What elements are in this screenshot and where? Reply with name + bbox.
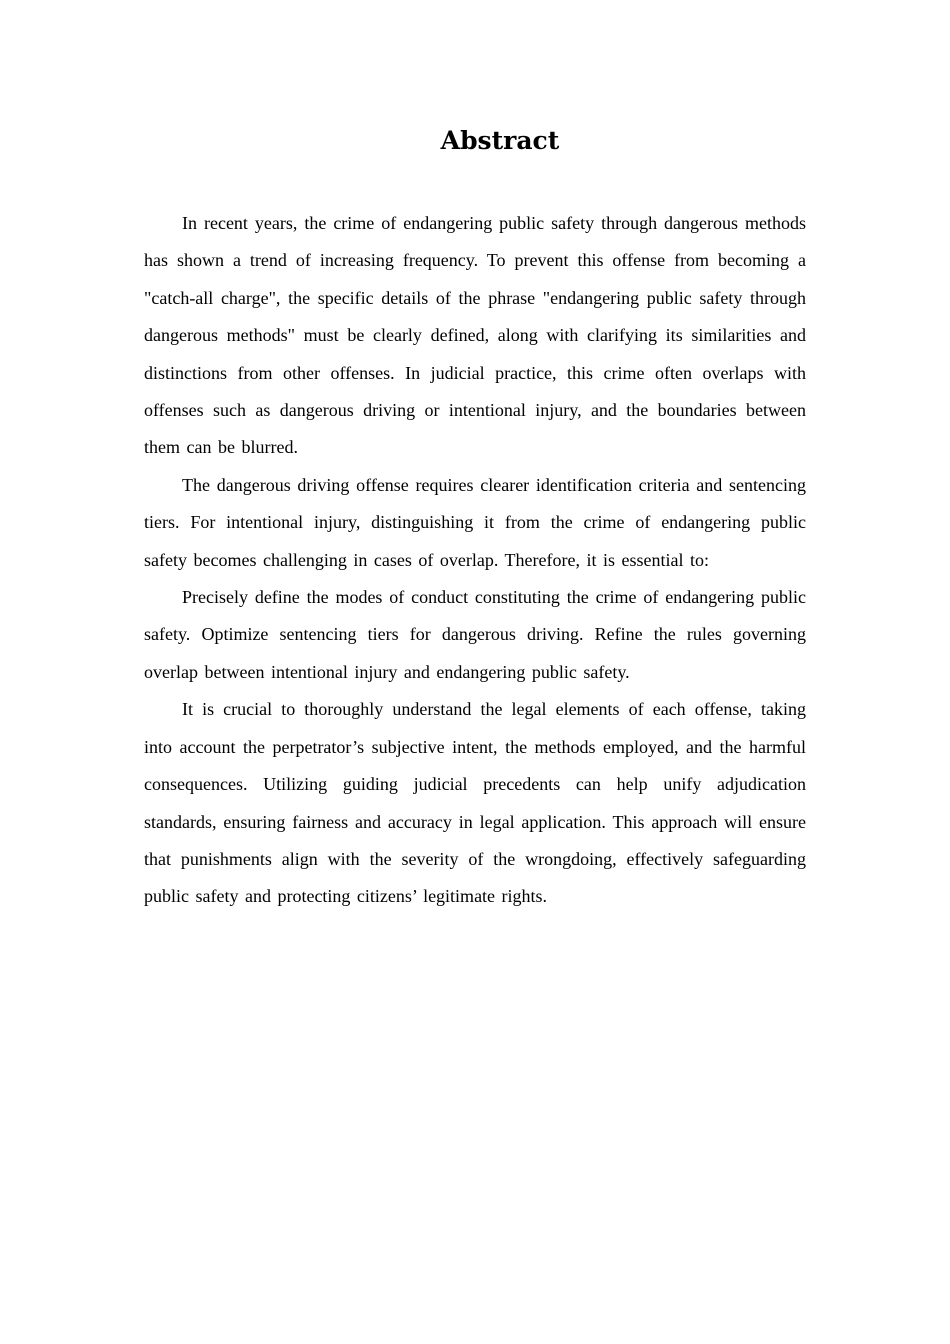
abstract-body (144, 205, 806, 916)
paragraph-2: The dangerous driving offense requires clearer identification criteria and sentencing tiers. For intentional injury, distinguishing it from the crime of endangering public safety becomes challenging in cases of overlap. Therefore, it is essential to: (144, 474, 806, 570)
paragraph-4: It is crucial to thoroughly understand the legal elements of each offense, taking into account the perpetrator’s subjective intent, the methods employed, and the harmful consequences. Utilizing guiding judicial precedents can help unify adjudication standards, ensuring fairness and accuracy in legal application. This approach will ensure that punishments align with the severity of the wrongdoing, effectively safeguarding public safety and protecting citizens’ legitimate rights. (144, 699, 806, 907)
page-title: Abstract (440, 126, 560, 155)
paragraph-1: In recent years, the crime of endangering public safety through dangerous methods has shown a trend of increasing frequency. To prevent this offense from becoming a "catch-all charge", the specific details of the phrase "endangering public safety through dangerous methods" must be clearly defined, along with clarifying its similarities and distinctions from other offenses. In judicial practice, this crime often overlaps with offenses such as dangerous driving or intentional injury, and the boundaries between them can be blurred. (144, 213, 806, 458)
paragraph-3: Precisely define the modes of conduct constituting the crime of endangering public safety. Optimize sentencing tiers for dangerous driving. Refine the rules governing overlap between intentional injury and endangering public safety. (144, 587, 806, 682)
